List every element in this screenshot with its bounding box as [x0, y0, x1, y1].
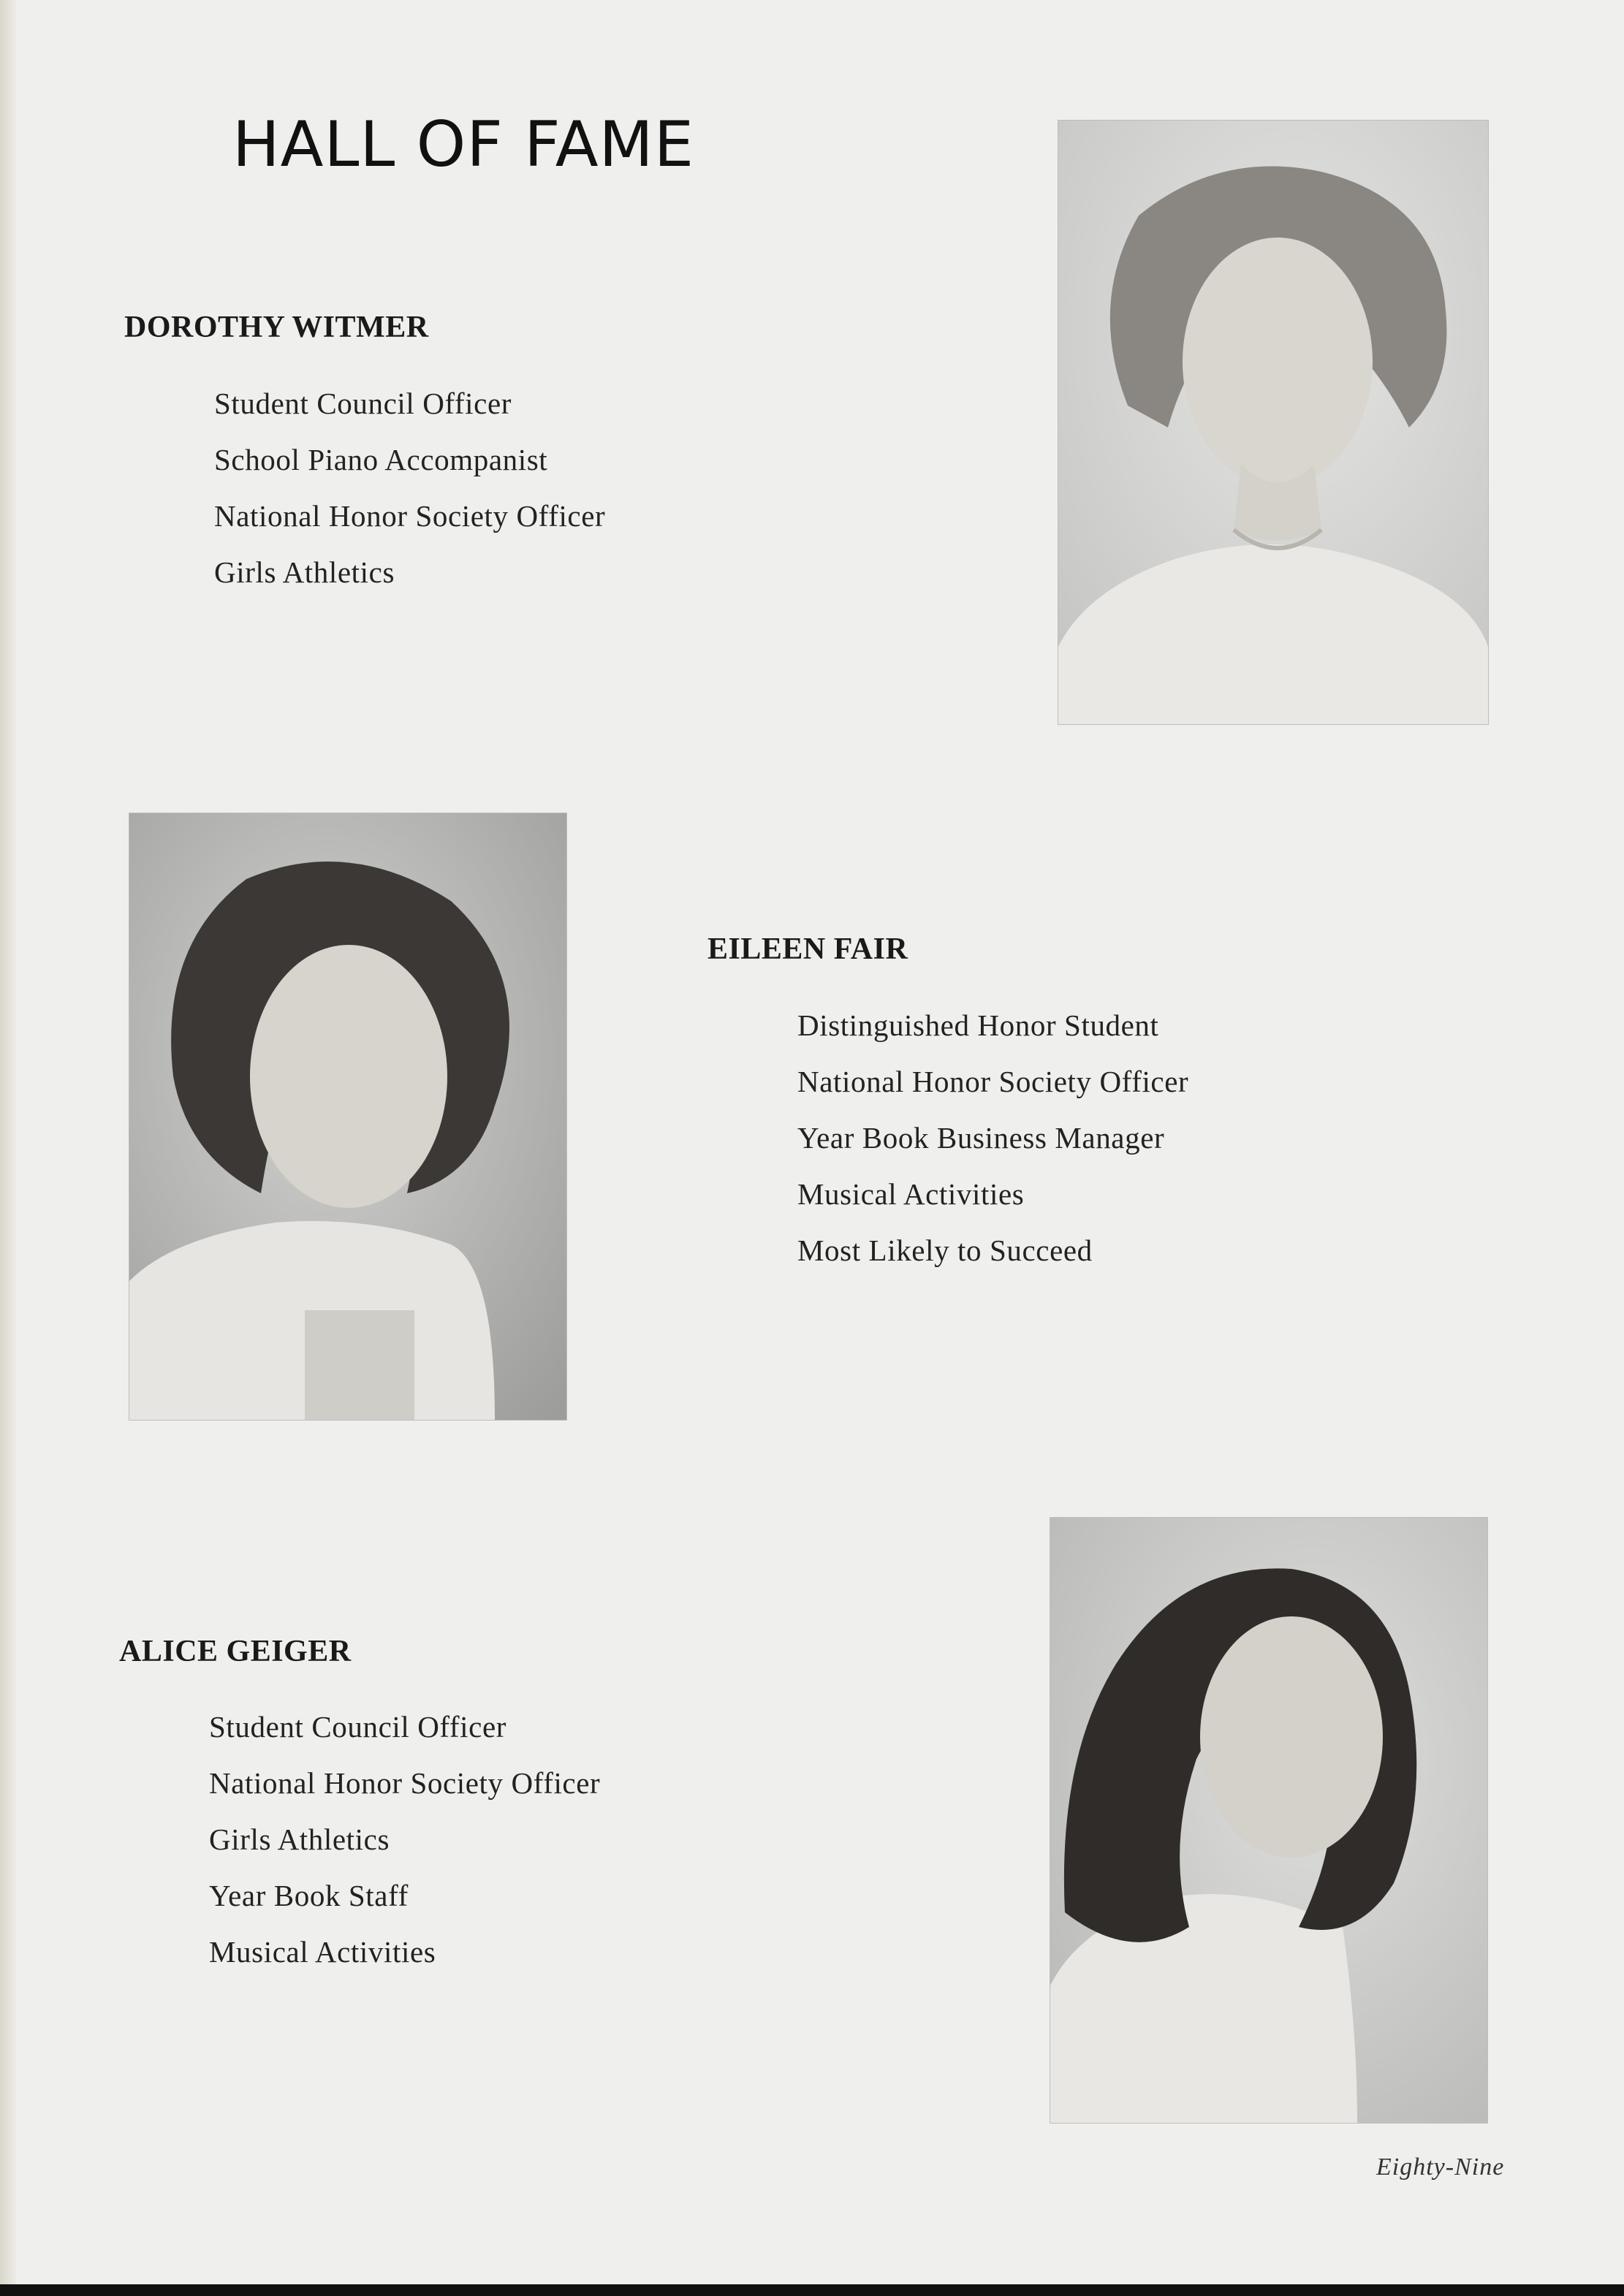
page-number: Eighty-Nine: [1376, 2154, 1505, 2181]
activity-item: National Honor Society Officer: [209, 1766, 601, 1800]
portrait-photo-alice-geiger: [1050, 1517, 1488, 2124]
activity-list-eileen-fair: [797, 997, 1188, 1279]
activity-item: School Piano Accompanist: [214, 443, 548, 476]
page-title: HALL OF FAME: [232, 108, 695, 181]
activity-item: Musical Activities: [209, 1935, 436, 1969]
activity-item: Year Book Staff: [209, 1879, 409, 1912]
activity-item: Girls Athletics: [209, 1822, 390, 1856]
activity-item: Most Likely to Succeed: [797, 1233, 1093, 1267]
honoree-name-alice-geiger: ALICE GEIGER: [119, 1635, 352, 1668]
activity-item: National Honor Society Officer: [214, 499, 606, 533]
activity-item: Distinguished Honor Student: [797, 1008, 1159, 1042]
activity-item: National Honor Society Officer: [797, 1065, 1189, 1098]
portrait-photo-dorothy-witmer: [1058, 120, 1489, 725]
activity-item: Girls Athletics: [214, 555, 395, 589]
activity-item: Year Book Business Manager: [797, 1121, 1165, 1155]
honoree-name-eileen-fair: EILEEN FAIR: [707, 932, 908, 966]
page-edge-bottom: [0, 2284, 1624, 2296]
honoree-name-dorothy-witmer: DOROTHY WITMER: [124, 311, 429, 344]
activity-list-dorothy-witmer: [214, 376, 605, 601]
activity-item: Musical Activities: [797, 1177, 1025, 1211]
activity-item: Student Council Officer: [214, 387, 512, 420]
activity-list-alice-geiger: [209, 1699, 600, 1980]
page-edge: [0, 0, 16, 2296]
portrait-photo-eileen-fair: [129, 813, 567, 1421]
activity-item: Student Council Officer: [209, 1710, 507, 1744]
